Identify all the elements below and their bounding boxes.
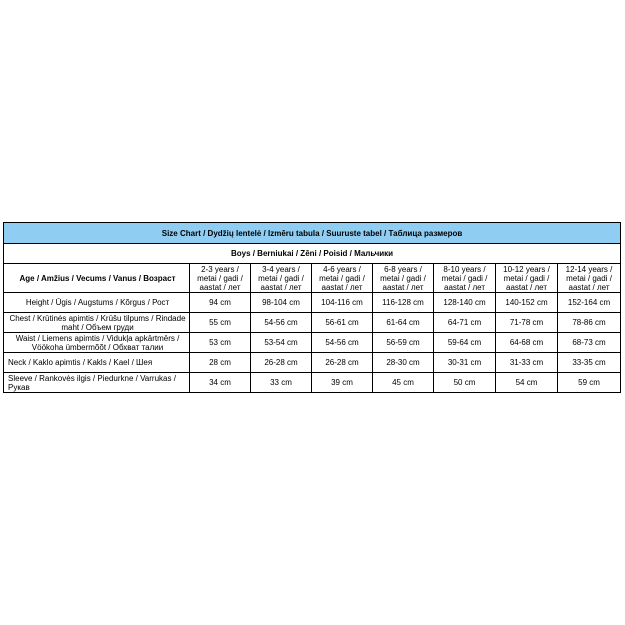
age-column-header: 2-3 years / metai / gadi / aastat / лет bbox=[190, 264, 251, 293]
table-cell: 61-64 cm bbox=[373, 313, 434, 333]
table-cell: 33 cm bbox=[251, 373, 312, 393]
age-column-header: 3-4 years / metai / gadi / aastat / лет bbox=[251, 264, 312, 293]
age-column-header: 10-12 years / metai / gadi / aastat / лет bbox=[496, 264, 558, 293]
table-cell: 31-33 cm bbox=[496, 353, 558, 373]
row-label: Height / Ūgis / Augstums / Kõrgus / Рост bbox=[4, 293, 190, 313]
table-cell: 94 cm bbox=[190, 293, 251, 313]
table-row-height bbox=[4, 293, 621, 313]
table-row-waist bbox=[4, 333, 621, 353]
table-cell: 28-30 cm bbox=[373, 353, 434, 373]
age-column-header: 4-6 years / metai / gadi / aastat / лет bbox=[312, 264, 373, 293]
table-cell: 30-31 cm bbox=[434, 353, 496, 373]
group-label: Boys / Berniukai / Zēni / Poisid / Мальчики bbox=[4, 244, 621, 264]
table-cell: 54-56 cm bbox=[312, 333, 373, 353]
age-column-header: 12-14 years / metai / gadi / aastat / лет bbox=[558, 264, 621, 293]
row-label: Neck / Kaklo apimtis / Kakls / Kael / Шея bbox=[4, 353, 190, 373]
table-cell: 33-35 cm bbox=[558, 353, 621, 373]
table-cell: 53-54 cm bbox=[251, 333, 312, 353]
table-cell: 34 cm bbox=[190, 373, 251, 393]
size-chart-table bbox=[3, 222, 621, 393]
table-cell: 55 cm bbox=[190, 313, 251, 333]
table-cell: 140-152 cm bbox=[496, 293, 558, 313]
table-row-chest bbox=[4, 313, 621, 333]
table-cell: 59-64 cm bbox=[434, 333, 496, 353]
table-cell: 45 cm bbox=[373, 373, 434, 393]
table-cell: 68-73 cm bbox=[558, 333, 621, 353]
table-cell: 56-59 cm bbox=[373, 333, 434, 353]
table-cell: 128-140 cm bbox=[434, 293, 496, 313]
table-cell: 64-68 cm bbox=[496, 333, 558, 353]
table-title: Size Chart / Dydžių lentelė / Izmēru tabula / Suuruste tabel / Таблица размеров bbox=[4, 223, 621, 244]
row-label: Chest / Krūtinės apimtis / Krūšu tilpums / Rindade maht / Объем груди bbox=[4, 313, 190, 333]
row-label: Waist / Liemens apimtis / Vidukļa apkārtmērs / Vöökoha ümbermõõt / Обхват талии bbox=[4, 333, 190, 353]
row-label: Sleeve / Rankovės ilgis / Piedurkne / Varrukas / Рукав bbox=[4, 373, 190, 393]
group-row bbox=[4, 244, 621, 264]
header-row bbox=[4, 264, 621, 293]
table-cell: 64-71 cm bbox=[434, 313, 496, 333]
table-cell: 56-61 cm bbox=[312, 313, 373, 333]
table-cell: 53 cm bbox=[190, 333, 251, 353]
table-cell: 26-28 cm bbox=[251, 353, 312, 373]
table-cell: 78-86 cm bbox=[558, 313, 621, 333]
table-row-neck bbox=[4, 353, 621, 373]
table-title-row bbox=[4, 223, 621, 244]
table-cell: 98-104 cm bbox=[251, 293, 312, 313]
table-row-sleeve bbox=[4, 373, 621, 393]
age-column-header: 6-8 years / metai / gadi / aastat / лет bbox=[373, 264, 434, 293]
table-cell: 26-28 cm bbox=[312, 353, 373, 373]
table-cell: 28 cm bbox=[190, 353, 251, 373]
table-cell: 71-78 cm bbox=[496, 313, 558, 333]
table-cell: 116-128 cm bbox=[373, 293, 434, 313]
table-cell: 50 cm bbox=[434, 373, 496, 393]
table-cell: 59 cm bbox=[558, 373, 621, 393]
table-cell: 54-56 cm bbox=[251, 313, 312, 333]
age-header-label: Age / Amžius / Vecums / Vanus / Возраст bbox=[4, 264, 190, 293]
table-cell: 39 cm bbox=[312, 373, 373, 393]
table-cell: 54 cm bbox=[496, 373, 558, 393]
age-column-header: 8-10 years / metai / gadi / aastat / лет bbox=[434, 264, 496, 293]
table-cell: 152-164 cm bbox=[558, 293, 621, 313]
table-cell: 104-116 cm bbox=[312, 293, 373, 313]
